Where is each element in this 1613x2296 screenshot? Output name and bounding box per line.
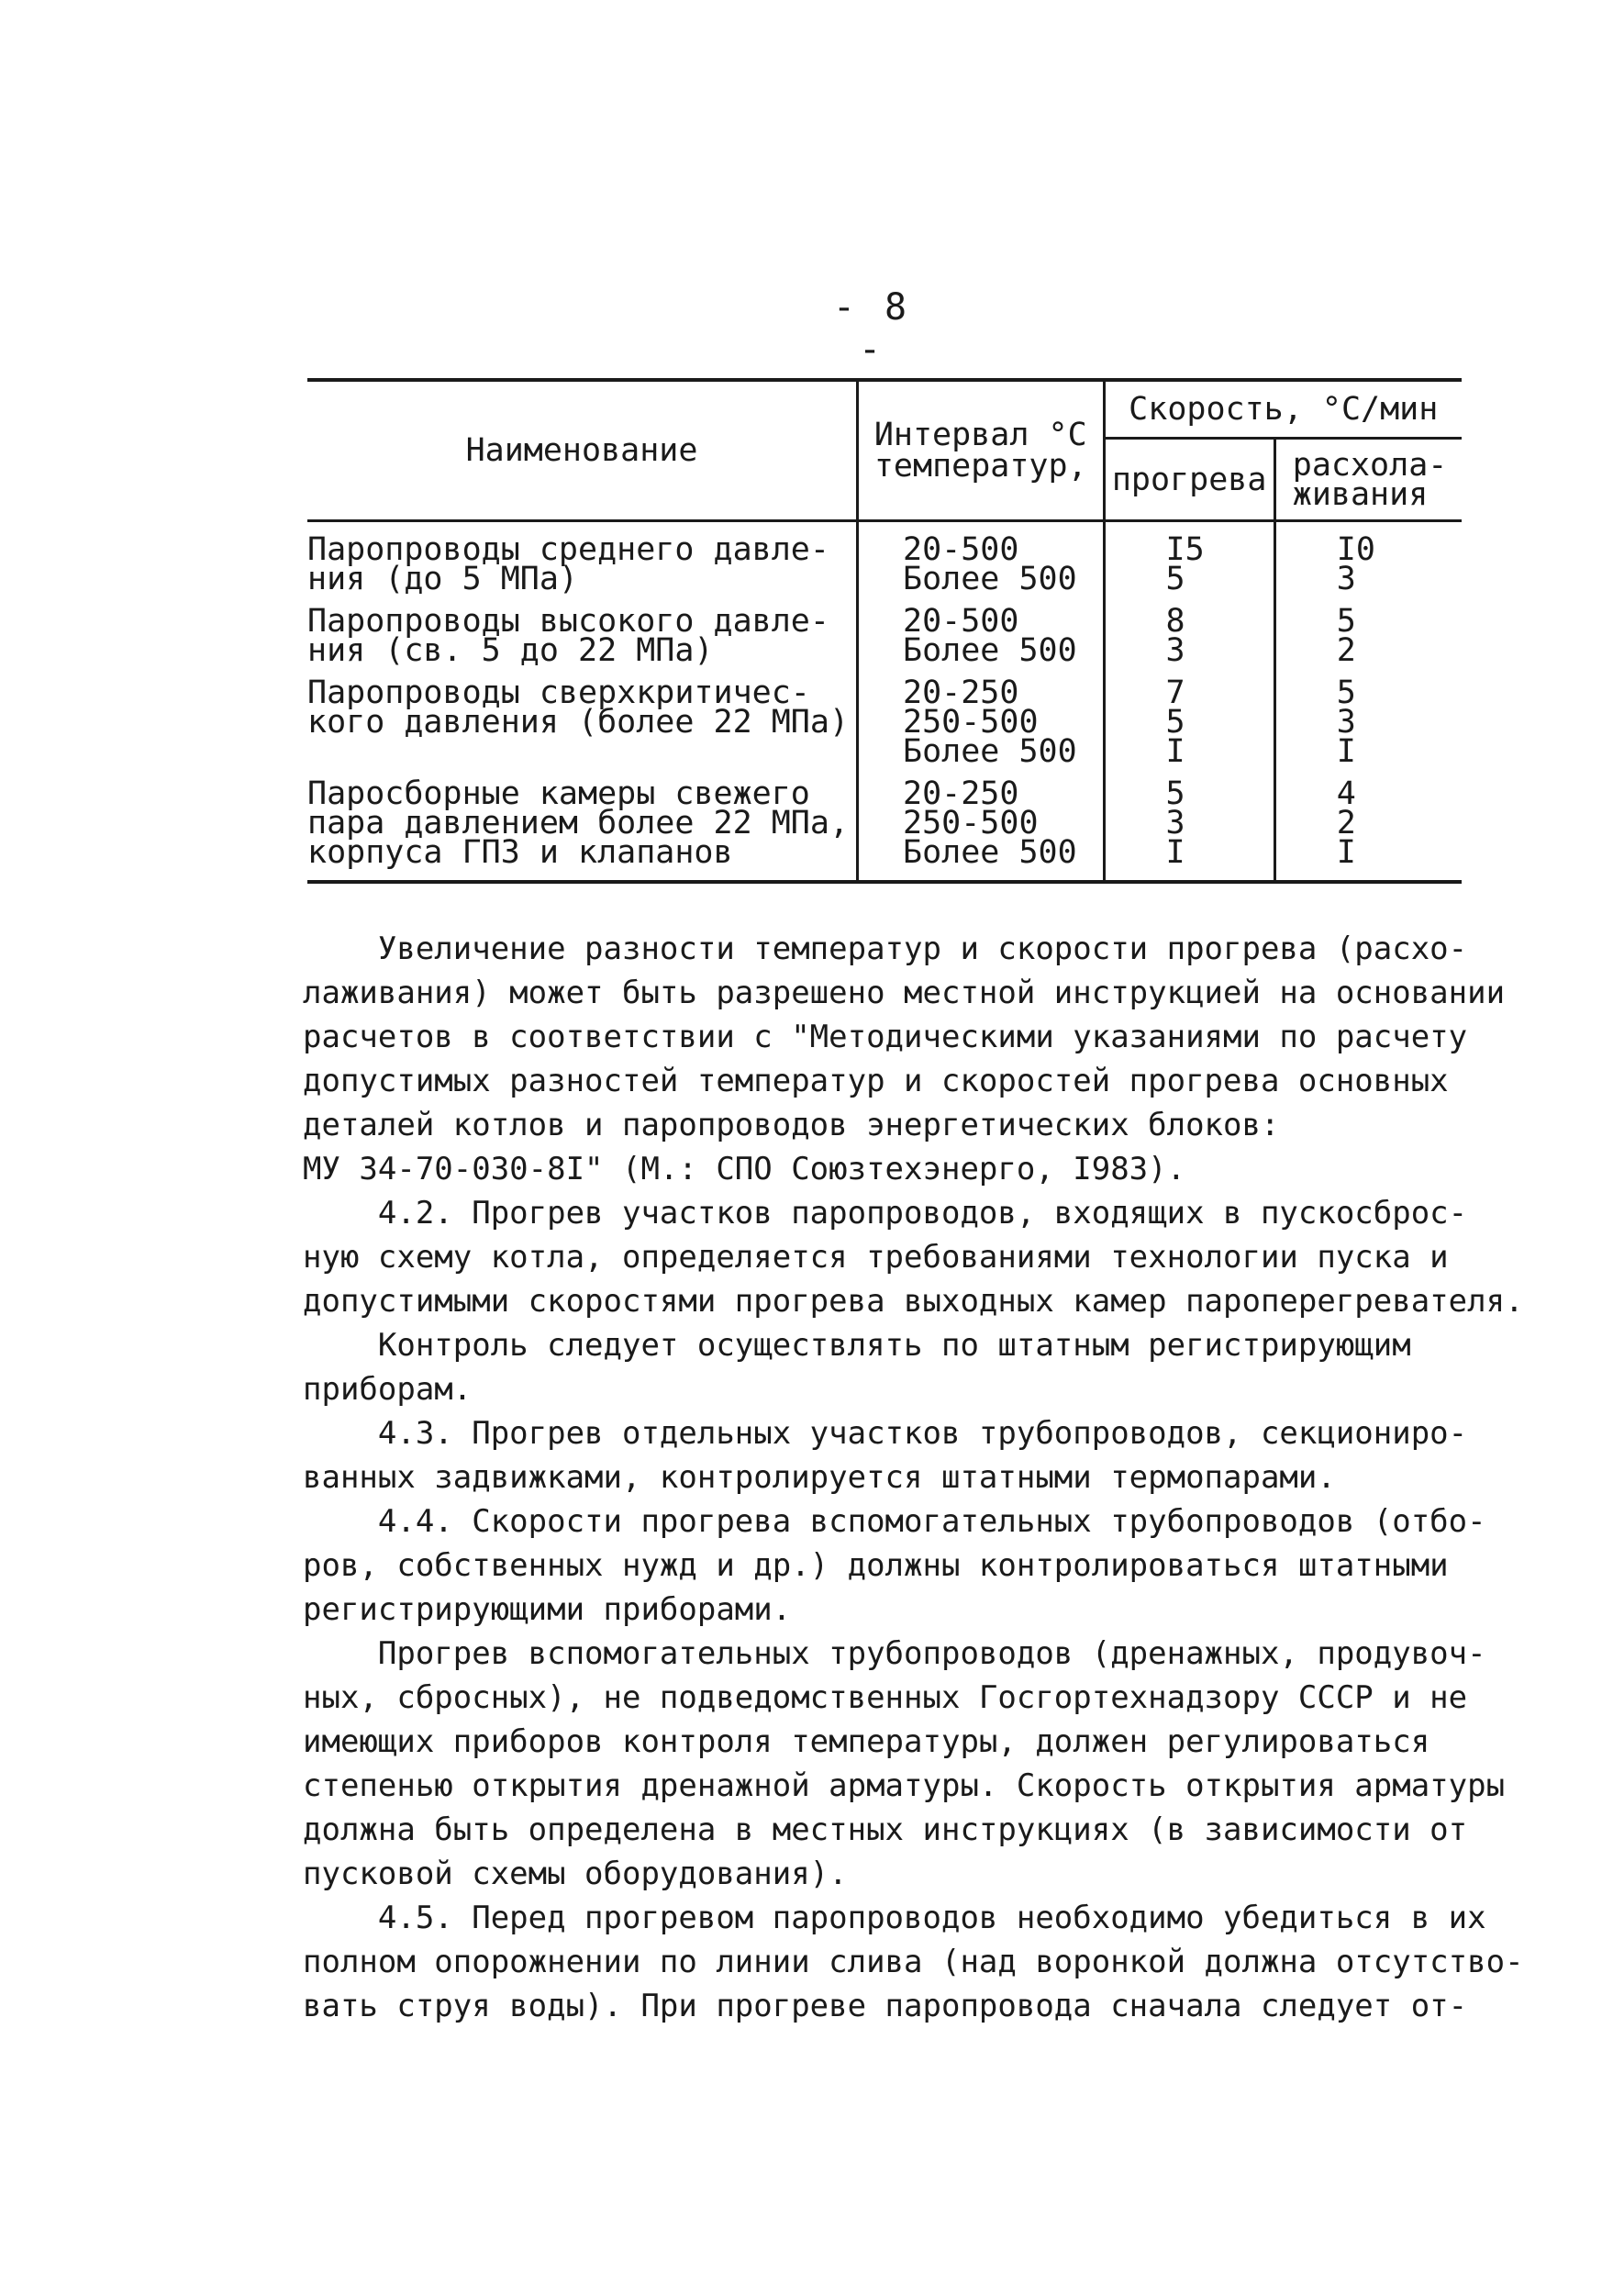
text-line: 4.2. Прогрев участков паропроводов, входящих в пускосброс- xyxy=(303,1195,1468,1232)
text-line: степенью открытия дренажной арматуры. Скорость открытия арматуры xyxy=(303,1767,1506,1804)
header-cooling-line1: расхола- xyxy=(1292,446,1448,484)
cell-cooling xyxy=(1274,521,1462,607)
paragraph xyxy=(303,1191,1524,1323)
table-row xyxy=(307,607,1462,678)
cell-line: ния (до 5 МПа) xyxy=(307,561,579,597)
text-line: 4.3. Прогрев отдельных участков трубопроводов, секциониро- xyxy=(303,1415,1468,1452)
cell-line: 3 xyxy=(1165,805,1185,841)
cell-line: Паросборные камеры свежего xyxy=(307,775,810,812)
cell-heating xyxy=(1104,521,1274,607)
cell-line: I xyxy=(1165,733,1185,770)
text-line: ных, сбросных), не подведомственных Госгортехнадзору СССР и не xyxy=(303,1679,1468,1716)
cell-line: 250-500 xyxy=(903,704,1039,741)
cell-heating xyxy=(1104,674,1274,779)
heating-rate-table xyxy=(307,378,1462,884)
text-line: вать струя воды). При прогреве паропровода сначала следует от- xyxy=(303,1988,1468,2024)
text-line: деталей котлов и паропроводов энергетических блоков: xyxy=(303,1107,1280,1143)
header-interval-line2: температур, xyxy=(873,448,1087,485)
cell-name xyxy=(307,521,858,607)
cell-line: 3 xyxy=(1336,561,1356,597)
text-line: Прогрев вспомогательных трубопроводов (дренажных, продувоч- xyxy=(303,1635,1486,1672)
cell-line: 2 xyxy=(1336,805,1356,841)
cell-line: корпуса ГПЗ и клапанов xyxy=(307,834,733,871)
text-line: допустимыми скоростями прогрева выходных камер пароперегревателя. xyxy=(303,1283,1524,1320)
cell-line: I xyxy=(1165,834,1185,871)
cell-interval xyxy=(858,603,1104,678)
cell-line: Паропроводы высокого давле- xyxy=(307,603,829,640)
cell-cooling xyxy=(1274,603,1462,678)
cell-line: пара давлением более 22 МПа, xyxy=(307,805,850,841)
cell-line: Более 500 xyxy=(903,561,1077,597)
cell-line: I xyxy=(1336,733,1356,770)
cell-line: 20-500 xyxy=(903,531,1019,568)
cell-line: 250-500 xyxy=(903,805,1039,841)
text-line: 4.4. Скорости прогрева вспомогательных трубопроводов (отбо- xyxy=(303,1503,1486,1540)
header-interval-line1: Интервал xyxy=(873,417,1029,453)
table-row xyxy=(307,521,1462,607)
cell-line: 5 xyxy=(1336,603,1356,640)
cell-interval xyxy=(858,775,1104,882)
text-line: имеющих приборов контроля температуры, должен регулироваться xyxy=(303,1723,1430,1760)
cell-line: 20-250 xyxy=(903,775,1019,812)
cell-line: Паропроводы среднего давле- xyxy=(307,531,829,568)
header-interval-unit: °С xyxy=(1048,417,1087,453)
header-name: Наименование xyxy=(307,380,858,521)
paragraph xyxy=(303,1411,1486,1499)
cell-line: I0 xyxy=(1336,531,1375,568)
cell-line: Паропроводы сверхкритичес- xyxy=(307,674,810,711)
header-cooling xyxy=(1274,439,1462,521)
table-row xyxy=(307,779,1462,882)
text-line: допустимых разностей температур и скоростей прогрева основных xyxy=(303,1063,1449,1099)
cell-line: Более 500 xyxy=(903,834,1077,871)
text-line: лаживания) может быть разрешено местной инструкцией на основании xyxy=(303,975,1506,1011)
text-line: расчетов в соответствии с "Методическими указаниями по расчету xyxy=(303,1019,1468,1055)
cell-line: 8 xyxy=(1165,603,1185,640)
cell-line: 5 xyxy=(1165,775,1185,812)
cell-line: 20-250 xyxy=(903,674,1019,711)
text-line: Увеличение разности температур и скорости прогрева (расхо- xyxy=(303,931,1468,967)
cell-name xyxy=(307,603,858,678)
table-row xyxy=(307,678,1462,779)
header-cooling-line2: живания xyxy=(1292,475,1429,513)
text-line: должна быть определена в местных инструкциях (в зависимости от xyxy=(303,1811,1468,1848)
cell-cooling xyxy=(1274,674,1462,779)
cell-name xyxy=(307,674,858,779)
cell-line: 5 xyxy=(1165,704,1185,741)
header-heating: прогрева xyxy=(1104,439,1274,521)
cell-line: 5 xyxy=(1165,561,1185,597)
paragraph xyxy=(303,1632,1506,1896)
text-line: регистрирующими приборами. xyxy=(303,1591,792,1628)
text-line: ную схему котла, определяется требованиями технологии пуска и xyxy=(303,1239,1449,1276)
cell-heating xyxy=(1104,775,1274,882)
cell-line: I xyxy=(1336,834,1356,871)
page-number: - 8 - xyxy=(832,286,911,371)
cell-name xyxy=(307,775,858,882)
cell-line: 7 xyxy=(1165,674,1185,711)
cell-interval xyxy=(858,521,1104,607)
cell-line: кого давления (более 22 МПа) xyxy=(307,704,850,741)
cell-cooling xyxy=(1274,775,1462,882)
cell-line: 3 xyxy=(1165,632,1185,669)
text-line: ванных задвижками, контролируется штатными термопарами. xyxy=(303,1459,1336,1496)
paragraph xyxy=(303,1896,1524,2028)
cell-line: ния (св. 5 до 22 МПа) xyxy=(307,632,714,669)
paragraph xyxy=(303,927,1506,1191)
cell-line: Более 500 xyxy=(903,632,1077,669)
text-line: полном опорожнении по линии слива (над воронкой должна отсутство- xyxy=(303,1944,1524,1980)
header-speed: Скорость, °С/мин xyxy=(1104,380,1462,439)
text-line: приборам. xyxy=(303,1371,473,1408)
body-text xyxy=(303,927,1524,2028)
cell-line: 2 xyxy=(1336,632,1356,669)
cell-line: I5 xyxy=(1165,531,1205,568)
cell-heating xyxy=(1104,603,1274,678)
cell-line: 5 xyxy=(1336,674,1356,711)
cell-line: 4 xyxy=(1336,775,1356,812)
paragraph xyxy=(303,1499,1486,1632)
cell-line: Более 500 xyxy=(903,733,1077,770)
cell-line: 3 xyxy=(1336,704,1356,741)
cell-interval xyxy=(858,674,1104,779)
text-line: Контроль следует осуществлять по штатным регистрирующим xyxy=(303,1327,1411,1364)
text-line: 4.5. Перед прогревом паропроводов необходимо убедиться в их xyxy=(303,1900,1486,1936)
paragraph xyxy=(303,1323,1486,1411)
text-line: ров, собственных нужд и др.) должны контролироваться штатными xyxy=(303,1547,1449,1584)
text-line: МУ 34-70-030-8I" (М.: СПО Союзтехэнерго, I983). xyxy=(303,1151,1186,1187)
header-interval xyxy=(858,380,1104,521)
text-line: пусковой схемы оборудования). xyxy=(303,1856,848,1892)
cell-line: 20-500 xyxy=(903,603,1019,640)
